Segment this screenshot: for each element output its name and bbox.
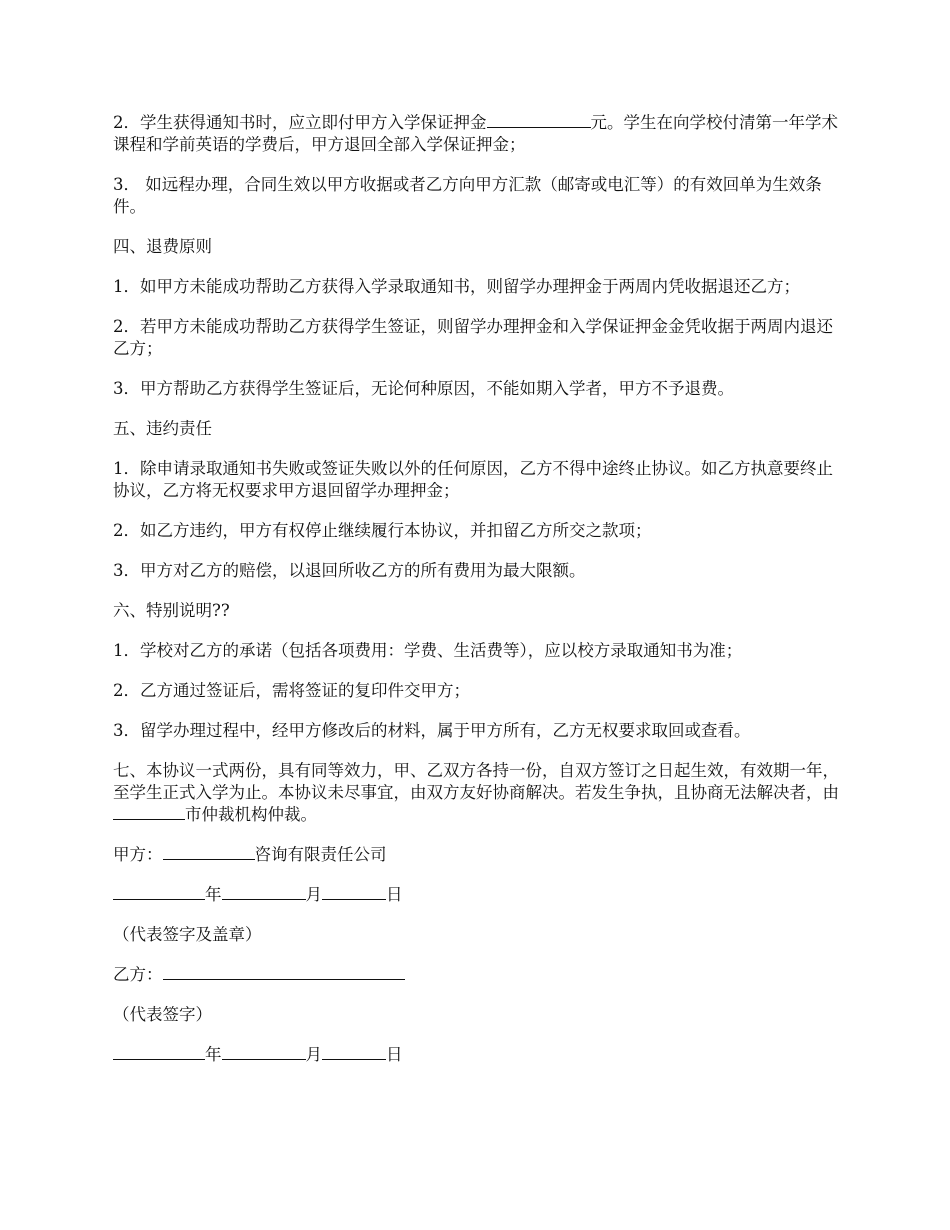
clause-2-2	[113, 112, 843, 156]
clause-text: 元。学生在向学校付清第一年学术课程和学前英语的学费后，甲方退回全部入学保证押金；	[113, 113, 838, 154]
clause-5-2: 2．如乙方违约，甲方有权停止继续履行本协议，并扣留乙方所交之款项；	[113, 521, 652, 540]
party-b-date-line	[113, 1044, 843, 1066]
party-b-name-blank	[163, 964, 405, 980]
clause-4-2: 2．若甲方未能成功帮助乙方获得学生签证，则留学办理押金和入学保证押金金凭收据于两周内退还乙方；	[113, 317, 833, 358]
month-blank	[222, 884, 306, 900]
clause-text: 2．学生获得通知书时，应立即付甲方入学保证押金	[113, 113, 487, 132]
clause-text: 七、本协议一式两份，具有同等效力，甲、乙双方各持一份，自双方签订之日起生效，有效期一年，至学生正式入学为止。本协议未尽事宜，由双方友好协商解决。若发生争执，且协商无法解决者，由	[113, 761, 839, 802]
clause-5-3: 3．甲方对乙方的赔偿，以退回所收乙方的所有费用为最大限额。	[113, 561, 586, 580]
day-label: 日	[386, 885, 403, 904]
year-blank	[113, 1044, 205, 1060]
clause-4-1: 1．如甲方未能成功帮助乙方获得入学录取通知书，则留学办理押金于两周内凭收据退还乙方；	[113, 277, 800, 296]
year-label: 年	[205, 885, 222, 904]
clause-text: 市仲裁机构仲裁。	[185, 805, 317, 824]
clause-6-2: 2．乙方通过签证后，需将签证的复印件交甲方；	[113, 681, 470, 700]
party-a-line	[113, 844, 843, 866]
month-label: 月	[305, 1045, 322, 1064]
clause-7	[113, 760, 843, 826]
clause-6-3: 3．留学办理过程中，经甲方修改后的材料，属于甲方所有，乙方无权要求取回或查看。	[113, 721, 751, 740]
month-blank	[222, 1044, 306, 1060]
clause-6-1: 1．学校对乙方的承诺（包括各项费用：学费、生活费等），应以校方录取通知书为准；	[113, 641, 743, 660]
month-label: 月	[305, 885, 322, 904]
day-blank	[322, 1044, 386, 1060]
section-heading-refund: 四、退费原则	[113, 237, 212, 256]
party-a-suffix: 咨询有限责任公司	[254, 845, 387, 864]
arbitration-city-blank	[113, 804, 185, 820]
party-a-sign-note: （代表签字及盖章）	[113, 925, 262, 944]
section-heading-notes: 六、特别说明??	[113, 601, 230, 620]
party-b-line	[113, 964, 843, 986]
document-body	[113, 112, 843, 1084]
party-b-label: 乙方：	[113, 965, 163, 984]
day-label: 日	[386, 1045, 403, 1064]
day-blank	[322, 884, 386, 900]
section-heading-breach: 五、违约责任	[113, 419, 212, 438]
party-a-date-line	[113, 884, 843, 906]
party-a-label: 甲方：	[113, 845, 163, 864]
year-blank	[113, 884, 205, 900]
year-label: 年	[205, 1045, 222, 1064]
clause-5-1: 1．除申请录取通知书失败或签证失败以外的任何原因，乙方不得中途终止协议。如乙方执意要终止协议，乙方将无权要求甲方退回留学办理押金；	[113, 459, 833, 500]
clause-4-3: 3．甲方帮助乙方获得学生签证后，无论何种原因，不能如期入学者，甲方不予退费。	[113, 379, 734, 398]
clause-2-3: 3． 如远程办理，合同生效以甲方收据或者乙方向甲方汇款（邮寄或电汇等）的有效回单为生效条件。	[113, 175, 822, 216]
party-a-company-blank	[163, 844, 255, 860]
party-b-sign-note: （代表签字）	[113, 1005, 212, 1024]
deposit-amount-blank	[487, 112, 591, 128]
